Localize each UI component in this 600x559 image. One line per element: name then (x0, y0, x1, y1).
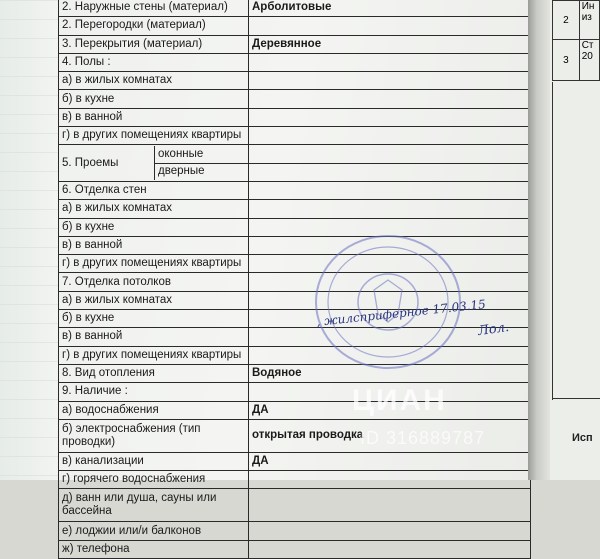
row-label: г) в других помещениях квартиры (59, 346, 249, 364)
table-row (59, 364, 531, 382)
row-value (249, 522, 531, 540)
right-row (553, 40, 600, 81)
table-row (59, 0, 531, 17)
handwritten-signature: Лол. (477, 319, 510, 340)
row-label: 6. Отделка стен (59, 181, 249, 199)
row-value (249, 346, 531, 364)
table-row (59, 236, 531, 254)
row-label: 2. Наружные стены (материал) (59, 0, 249, 17)
row-value (249, 72, 531, 90)
handwritten-note: , жилсприферное 17.03.15 (315, 297, 487, 329)
row-value (249, 218, 531, 236)
row-value: ДА (249, 452, 531, 470)
row-label: г) горячего водоснабжения (59, 471, 249, 489)
table-row (59, 452, 531, 470)
row-label: г) в других помещениях квартиры (59, 255, 249, 273)
row-label: ж) телефона (59, 540, 249, 558)
right-row (553, 1, 600, 40)
right-row-number: 2 (553, 1, 580, 40)
row-label: г) в других помещениях квартиры (59, 127, 249, 145)
row-value: Деревянное (249, 35, 531, 53)
row-label: 2. Перегородки (материал) (59, 17, 249, 35)
row-label: в) в ванной (59, 328, 249, 346)
table-row (59, 218, 531, 236)
row-label: а) в жилых комнатах (59, 72, 249, 90)
row-value (249, 53, 531, 71)
table-row (59, 17, 531, 35)
table-row (59, 108, 531, 126)
row-value: Водяное (249, 364, 531, 382)
right-grid (552, 82, 600, 400)
table-row (59, 489, 531, 522)
row-label: 9. Наличие : (59, 383, 249, 401)
row-label: 3. Перекрытия (материал) (59, 35, 249, 53)
table-row (59, 540, 531, 558)
table-row (59, 181, 531, 199)
book-gutter (528, 0, 550, 480)
row-value (249, 489, 531, 522)
row-value (249, 17, 531, 35)
specs-table (58, 0, 531, 559)
row-value (249, 255, 531, 273)
right-row-text: Ст 20 (579, 40, 599, 81)
row-value (249, 540, 531, 558)
row-label: б) в кухне (59, 218, 249, 236)
right-table (552, 0, 600, 81)
table-row (59, 200, 531, 218)
openings-title: 5. Проемы (59, 146, 155, 180)
right-bottom-text: Исп (572, 432, 593, 444)
row-value (249, 181, 531, 199)
row-value: Арболитовые (249, 0, 531, 17)
row-value (249, 163, 531, 181)
table-row (59, 346, 531, 364)
right-row-number: 3 (553, 40, 580, 81)
row-label: д) ванн или душа, сауны или бассейна (59, 489, 249, 522)
row-label: б) в кухне (59, 90, 249, 108)
row-value (249, 108, 531, 126)
row-value (249, 127, 531, 145)
table-row (59, 72, 531, 90)
openings-row (59, 145, 531, 163)
left-margin (0, 0, 58, 480)
table-row (59, 328, 531, 346)
table-row (59, 53, 531, 71)
openings-label (59, 145, 249, 182)
row-value (249, 200, 531, 218)
row-value (249, 145, 531, 163)
table-row (59, 273, 531, 291)
row-label: а) водоснабжения (59, 401, 249, 419)
row-value: ДА (249, 401, 531, 419)
row-label: 4. Полы : (59, 53, 249, 71)
openings-window-label: оконные (155, 146, 248, 164)
row-label: б) в кухне (59, 310, 249, 328)
row-label: в) канализации (59, 452, 249, 470)
watermark-id: ID 316889787 (360, 428, 486, 448)
row-label: б) электроснабжения (тип проводки) (59, 419, 249, 452)
table-row (59, 255, 531, 273)
table-row (59, 383, 531, 401)
table-row (59, 522, 531, 540)
row-label: а) в жилых комнатах (59, 200, 249, 218)
row-value (249, 273, 531, 291)
right-row-text: Ин из (579, 1, 599, 40)
row-label: в) в ванной (59, 108, 249, 126)
row-label: е) лоджии или/и балконов (59, 522, 249, 540)
table-row (59, 35, 531, 53)
row-value (249, 236, 531, 254)
row-label: в) в ванной (59, 236, 249, 254)
table-row (59, 127, 531, 145)
openings-door-label: дверные (158, 165, 205, 178)
row-label: 7. Отделка потолков (59, 273, 249, 291)
table-row (59, 401, 531, 419)
table-row (59, 90, 531, 108)
row-label: а) в жилых комнатах (59, 291, 249, 309)
row-label: 8. Вид отопления (59, 364, 249, 382)
row-value: открытая проводка (249, 419, 531, 452)
watermark-logo: ЦИАН (352, 384, 447, 417)
row-value (249, 90, 531, 108)
